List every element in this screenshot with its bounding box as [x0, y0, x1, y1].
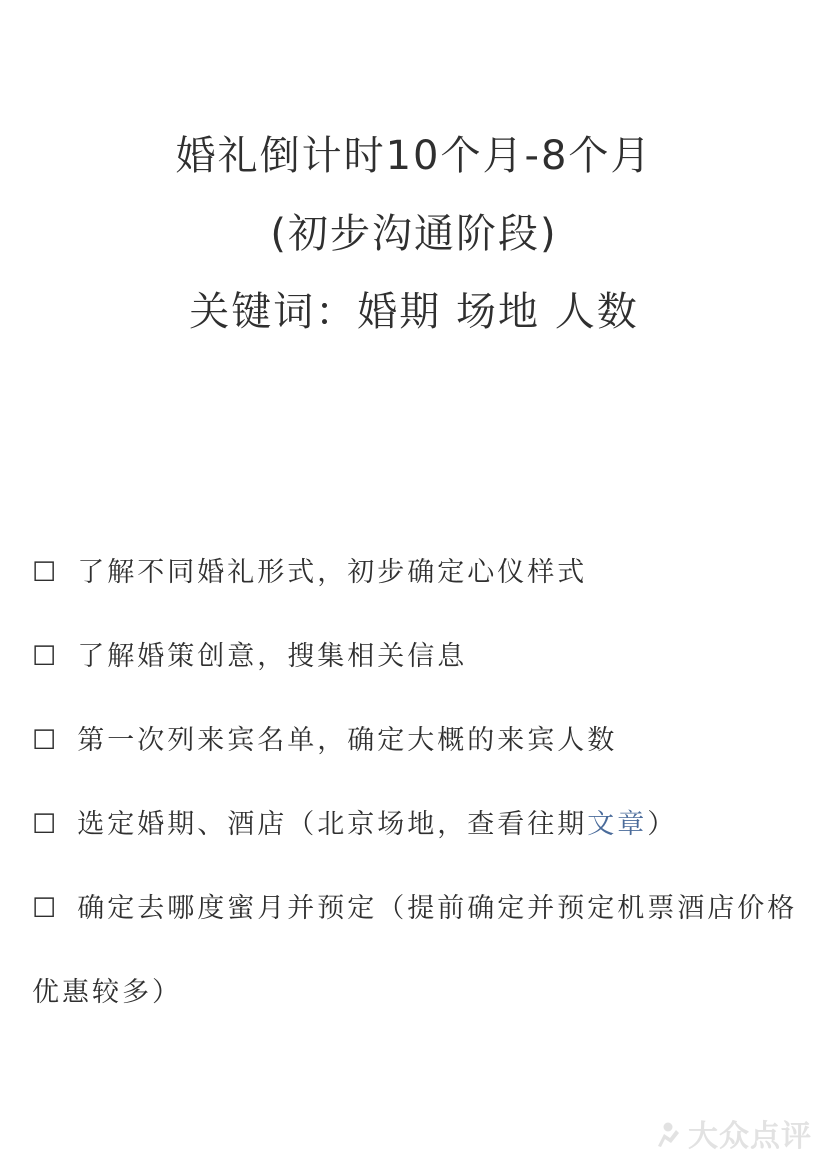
article-link[interactable]: 文章	[587, 809, 648, 840]
checklist-item-guest-list	[32, 720, 812, 762]
checklist-item-text: 第一次列来宾名单，确定大概的来宾人数	[77, 725, 618, 756]
watermark	[652, 1119, 812, 1155]
watermark-text: 大众点评	[688, 1119, 812, 1154]
checklist-item-wedding-style	[32, 552, 812, 594]
checklist-item-text: 了解不同婚礼形式，初步确定心仪样式	[77, 557, 588, 588]
checkbox-icon[interactable]: ☐	[32, 809, 60, 840]
checklist-item-text: 选定婚期、酒店（北京场地，查看往期	[77, 809, 588, 840]
checklist-item-planning-ideas	[32, 636, 812, 678]
checkbox-icon[interactable]: ☐	[32, 641, 60, 672]
checklist-item-text-end: ）	[647, 809, 678, 840]
checklist-item-text: 确定去哪度蜜月并预定（提前确定并预定机票酒店价格优惠较多）	[32, 893, 798, 1008]
dianping-logo-icon	[652, 1120, 682, 1150]
page-title: 婚礼倒计时10个月-8个月	[175, 133, 653, 179]
checkbox-icon[interactable]: ☐	[32, 725, 60, 756]
title-block	[0, 133, 828, 370]
checklist	[32, 552, 812, 1077]
keywords-line: 关键词：婚期 场地 人数	[189, 289, 639, 335]
checklist-item-honeymoon	[32, 867, 812, 1035]
page-subtitle: (初步沟通阶段)	[270, 211, 558, 257]
checklist-item-text: 了解婚策创意，搜集相关信息	[77, 641, 468, 672]
checklist-item-date-venue	[32, 804, 812, 846]
checkbox-icon[interactable]: ☐	[32, 893, 60, 924]
checkbox-icon[interactable]: ☐	[32, 557, 60, 588]
